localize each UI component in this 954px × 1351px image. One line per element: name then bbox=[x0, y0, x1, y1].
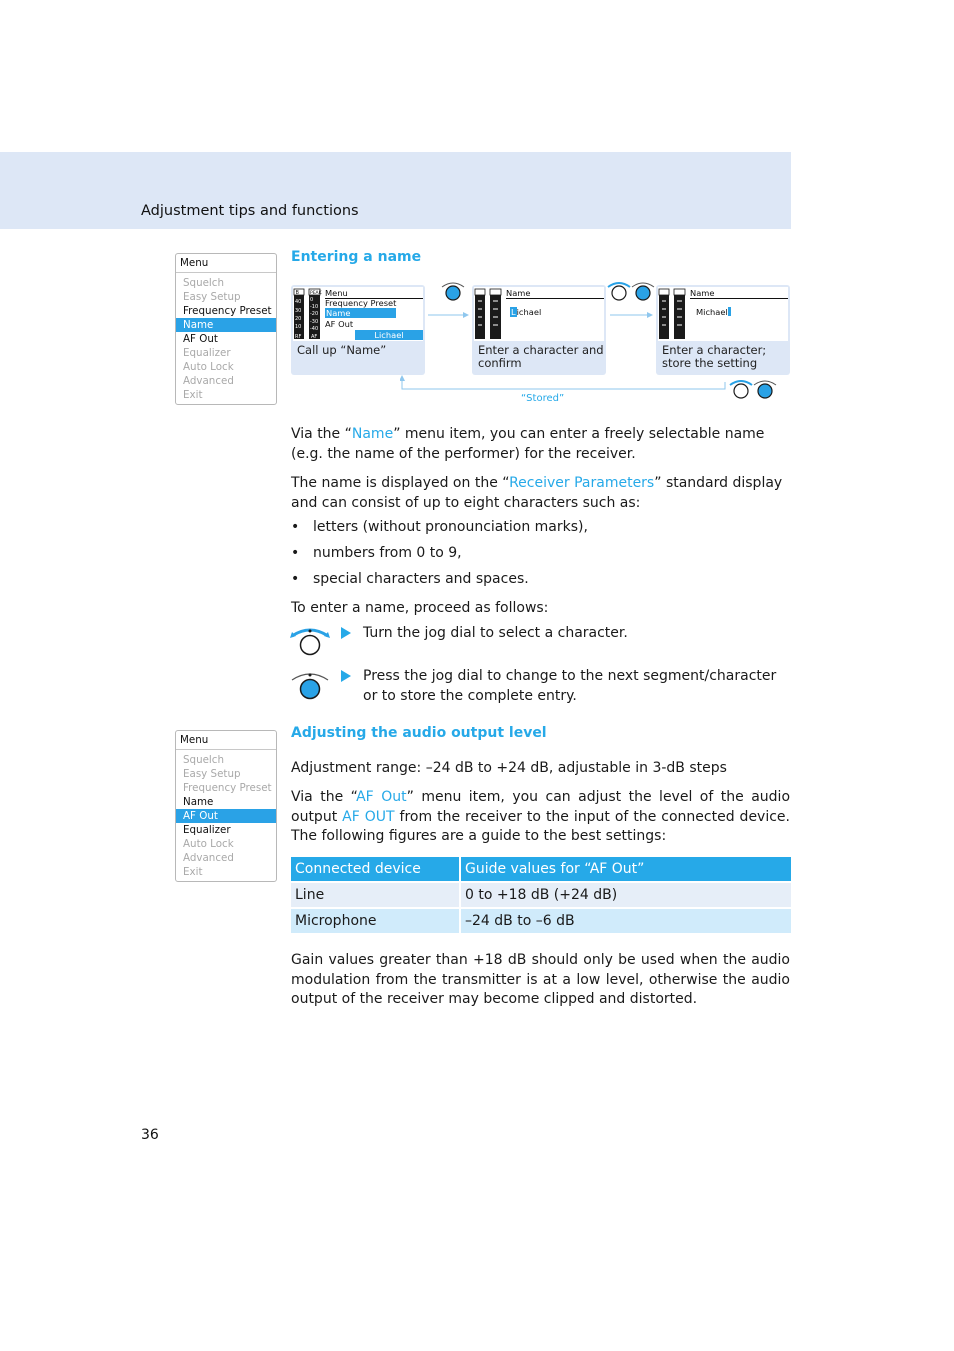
lcd-name-rest: ichael bbox=[516, 307, 542, 317]
link-af-out[interactable]: AF Out bbox=[356, 789, 407, 805]
menu-item-exit[interactable]: Exit bbox=[183, 389, 203, 401]
svg-text:B: B bbox=[295, 290, 299, 296]
menu-item-af-out[interactable]: AF Out bbox=[183, 333, 218, 345]
menu-item-frequency-preset[interactable]: Frequency Preset bbox=[183, 305, 272, 317]
jog-dial-press-icon bbox=[440, 280, 466, 302]
svg-text:AF: AF bbox=[311, 334, 318, 340]
svg-text:PEAK: PEAK bbox=[310, 291, 322, 296]
instruction-press-dial: Press the jog dial to change to the next segment/character or to store the complete entry. bbox=[363, 668, 777, 704]
menu-item-easy-setup[interactable]: Easy Setup bbox=[183, 768, 241, 780]
paragraph-gain-warning: Gain values greater than +18 dB should only be used when the audio modulation from the transmitter is at a low level, otherwise the audio output of the receiver may become clipped and distorted. bbox=[291, 952, 790, 1007]
menu-item-equalizer[interactable]: Equalizer bbox=[183, 824, 231, 836]
lcd-cursor-character: L bbox=[511, 307, 516, 317]
menu-item-squelch[interactable]: Squelch bbox=[183, 277, 224, 289]
guide-values-table bbox=[291, 857, 791, 935]
level-meters-icon bbox=[293, 287, 323, 341]
lcd-line-af-out: AF Out bbox=[325, 319, 354, 329]
paragraph-proceed: To enter a name, proceed as follows: bbox=[291, 600, 549, 616]
page-header-title: Adjustment tips and functions bbox=[141, 203, 359, 219]
svg-text:20: 20 bbox=[295, 316, 302, 322]
menu-item-equalizer[interactable]: Equalizer bbox=[183, 347, 231, 359]
menu-item-name-selected[interactable]: Name bbox=[176, 318, 276, 332]
svg-text:-10: -10 bbox=[310, 304, 319, 310]
lcd-menu-title: Menu bbox=[325, 288, 348, 298]
stored-label: “Stored” bbox=[521, 393, 565, 404]
menu-item-name[interactable]: Name bbox=[183, 796, 214, 808]
svg-text:0: 0 bbox=[310, 297, 314, 303]
lcd-line-name-selected: Name bbox=[325, 308, 396, 318]
jog-dial-turn-icon bbox=[289, 624, 331, 658]
instruction-turn-dial: Turn the jog dial to select a character. bbox=[363, 625, 628, 641]
menu-item-advanced[interactable]: Advanced bbox=[183, 852, 234, 864]
table-cell: –24 dB to –6 dB bbox=[461, 909, 791, 933]
table-header-cell: Guide values for “AF Out” bbox=[461, 857, 791, 881]
table-cell: Line bbox=[291, 883, 459, 907]
header-band bbox=[0, 152, 791, 229]
menu-panel-title: Menu bbox=[176, 254, 276, 273]
svg-text:-30: -30 bbox=[310, 319, 319, 325]
jog-dial-press-icon bbox=[752, 378, 778, 400]
menu-item-auto-lock[interactable]: Auto Lock bbox=[183, 361, 234, 373]
instruction-arrow-icon bbox=[341, 670, 351, 682]
menu-item-easy-setup[interactable]: Easy Setup bbox=[183, 291, 241, 303]
svg-text:RF: RF bbox=[295, 334, 302, 340]
jog-dial-turn-icon bbox=[606, 280, 632, 302]
jog-dial-press-icon bbox=[630, 280, 656, 302]
svg-text:40: 40 bbox=[295, 299, 302, 305]
table-header-cell: Connected device bbox=[291, 857, 459, 881]
paragraph-af-out-intro: Via the “AF Out” menu item, you can adjust the level of the audio output AF OUT from the receiver to the input of the connected device. The following figures are a guide to the best settings: bbox=[291, 789, 791, 844]
menu-item-frequency-preset[interactable]: Frequency Preset bbox=[183, 782, 272, 794]
page-number: 36 bbox=[141, 1127, 159, 1143]
table-row bbox=[291, 883, 791, 907]
menu-panel-name bbox=[175, 253, 277, 405]
menu-item-squelch[interactable]: Squelch bbox=[183, 754, 224, 766]
paragraph-name-intro: Via the “Name” menu item, you can enter a freely selectable name (e.g. the name of the performer) for the receiver. bbox=[291, 426, 765, 462]
menu-panel-af-out bbox=[175, 730, 277, 882]
table-header-row bbox=[291, 857, 791, 881]
lcd-current-name-value: Lichael bbox=[355, 330, 423, 340]
table-row bbox=[291, 909, 791, 933]
instruction-arrow-icon bbox=[341, 627, 351, 639]
link-receiver-parameters[interactable]: Receiver Parameters bbox=[509, 475, 655, 491]
section-heading-audio-output: Adjusting the audio output level bbox=[291, 725, 547, 741]
lcd-name-title: Name bbox=[690, 288, 715, 298]
section-heading-entering-name: Entering a name bbox=[291, 249, 422, 265]
lcd-name-value: Michael bbox=[696, 307, 728, 317]
link-name[interactable]: Name bbox=[351, 426, 394, 442]
step-caption: Enter a character and confirm bbox=[478, 343, 604, 370]
lcd-line-frequency-preset: Frequency Preset bbox=[325, 298, 397, 308]
link-af-out-socket[interactable]: AF OUT bbox=[342, 808, 395, 825]
step-caption: Call up “Name” bbox=[297, 343, 387, 357]
svg-text:-20: -20 bbox=[310, 311, 319, 317]
paragraph-name-display: The name is displayed on the “Receiver Parameters” standard display and can consist of up to eight characters such as: bbox=[291, 475, 783, 511]
table-cell: Microphone bbox=[291, 909, 459, 933]
table-cell: 0 to +18 dB (+24 dB) bbox=[461, 883, 791, 907]
jog-dial-turn-icon bbox=[728, 378, 754, 400]
step-caption: Enter a character; store the setting bbox=[662, 343, 767, 370]
paragraph-adjustment-range: Adjustment range: –24 dB to +24 dB, adjustable in 3-dB steps bbox=[291, 760, 727, 776]
svg-text:10: 10 bbox=[295, 324, 302, 330]
svg-text:30: 30 bbox=[295, 308, 302, 314]
menu-panel-title: Menu bbox=[176, 731, 276, 750]
menu-item-af-out-selected[interactable]: AF Out bbox=[176, 809, 276, 823]
svg-text:-40: -40 bbox=[310, 326, 319, 332]
menu-item-advanced[interactable]: Advanced bbox=[183, 375, 234, 387]
jog-dial-press-icon bbox=[289, 668, 331, 702]
lcd-name-title: Name bbox=[506, 288, 531, 298]
menu-item-auto-lock[interactable]: Auto Lock bbox=[183, 838, 234, 850]
menu-item-exit[interactable]: Exit bbox=[183, 866, 203, 878]
